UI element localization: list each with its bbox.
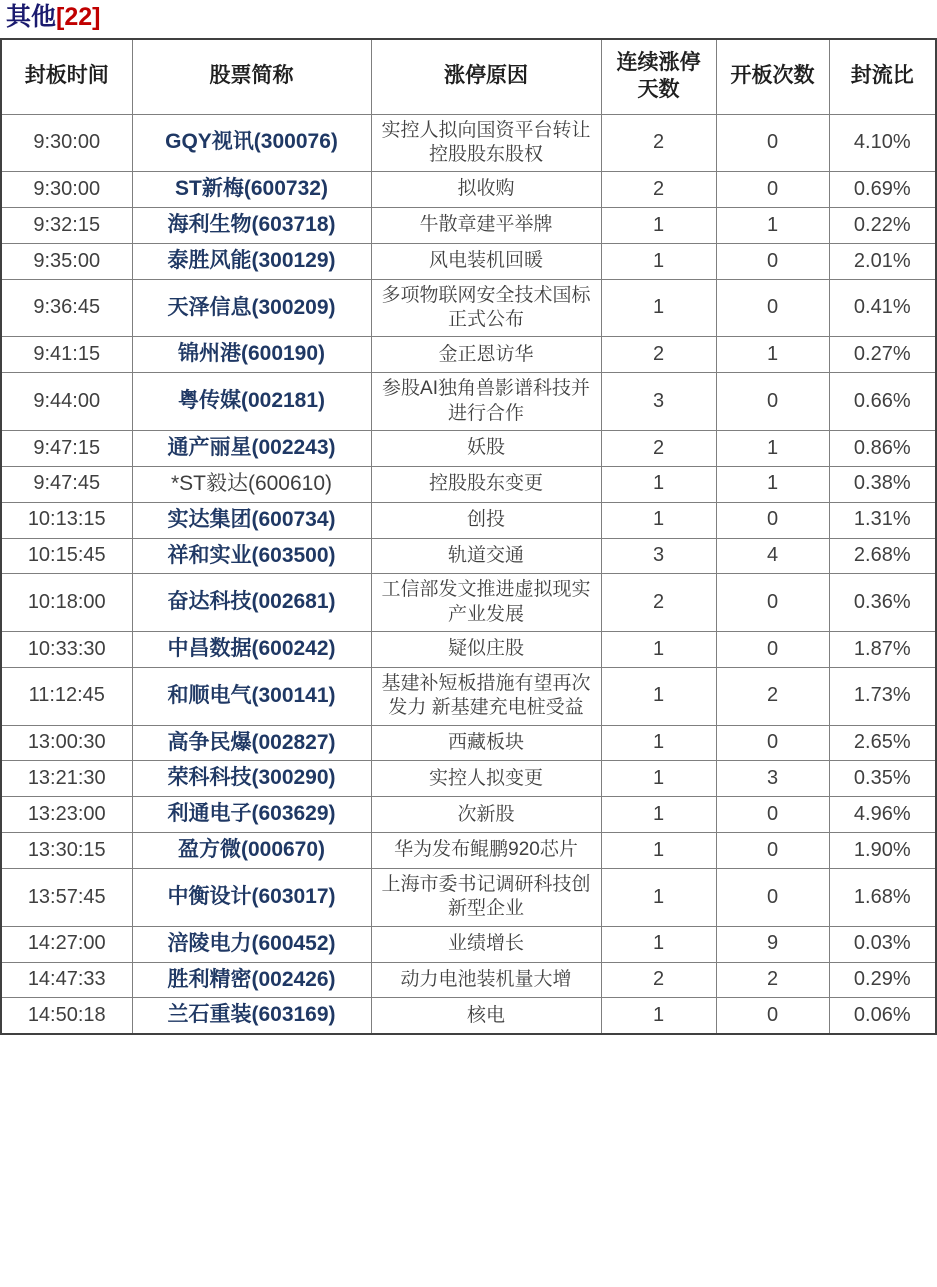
cell-consecutive-days: 1	[601, 502, 716, 538]
cell-open-count: 9	[716, 926, 829, 962]
header-limitup-reason: 涨停原因	[371, 39, 601, 115]
cell-open-count: 2	[716, 667, 829, 725]
table-row	[1, 667, 936, 725]
cell-seal-time: 9:30:00	[1, 114, 132, 172]
cell-seal-ratio: 0.06%	[829, 998, 936, 1034]
cell-seal-time: 9:30:00	[1, 172, 132, 208]
cell-seal-ratio: 2.68%	[829, 538, 936, 574]
cell-open-count: 0	[716, 869, 829, 927]
cell-open-count: 0	[716, 833, 829, 869]
cell-consecutive-days: 3	[601, 373, 716, 431]
cell-stock-name: 兰石重装(603169)	[132, 998, 371, 1034]
cell-seal-time: 9:35:00	[1, 243, 132, 279]
cell-consecutive-days: 1	[601, 243, 716, 279]
cell-stock-name: 奋达科技(002681)	[132, 574, 371, 632]
cell-stock-name: 祥和实业(603500)	[132, 538, 371, 574]
cell-consecutive-days: 1	[601, 926, 716, 962]
cell-consecutive-days: 1	[601, 761, 716, 797]
table-row	[1, 337, 936, 373]
cell-seal-ratio: 4.96%	[829, 797, 936, 833]
cell-seal-ratio: 0.86%	[829, 430, 936, 466]
cell-open-count: 3	[716, 761, 829, 797]
section-count: [22]	[56, 3, 101, 31]
cell-seal-ratio: 1.90%	[829, 833, 936, 869]
cell-seal-ratio: 0.66%	[829, 373, 936, 431]
cell-limitup-reason: 疑似庄股	[371, 632, 601, 668]
cell-limitup-reason: 轨道交通	[371, 538, 601, 574]
cell-seal-time: 13:21:30	[1, 761, 132, 797]
cell-limitup-reason: 创投	[371, 502, 601, 538]
header-seal-time: 封板时间	[1, 39, 132, 115]
table-row	[1, 632, 936, 668]
cell-stock-name: GQY视讯(300076)	[132, 114, 371, 172]
cell-limitup-reason: 妖股	[371, 430, 601, 466]
cell-limitup-reason: 上海市委书记调研科技创新型企业	[371, 869, 601, 927]
cell-stock-name: 胜利精密(002426)	[132, 962, 371, 998]
cell-seal-ratio: 1.87%	[829, 632, 936, 668]
cell-open-count: 0	[716, 797, 829, 833]
cell-stock-name: 盈方微(000670)	[132, 833, 371, 869]
cell-seal-ratio: 1.31%	[829, 502, 936, 538]
cell-limitup-reason: 工信部发文推进虚拟现实产业发展	[371, 574, 601, 632]
cell-seal-time: 14:27:00	[1, 926, 132, 962]
cell-limitup-reason: 实控人拟变更	[371, 761, 601, 797]
cell-seal-time: 13:57:45	[1, 869, 132, 927]
cell-consecutive-days: 3	[601, 538, 716, 574]
cell-limitup-reason: 华为发布鲲鹏920芯片	[371, 833, 601, 869]
cell-seal-ratio: 0.29%	[829, 962, 936, 998]
cell-seal-ratio: 4.10%	[829, 114, 936, 172]
cell-seal-time: 13:30:15	[1, 833, 132, 869]
cell-limitup-reason: 核电	[371, 998, 601, 1034]
cell-open-count: 1	[716, 466, 829, 502]
cell-consecutive-days: 1	[601, 869, 716, 927]
cell-seal-time: 10:15:45	[1, 538, 132, 574]
cell-consecutive-days: 2	[601, 172, 716, 208]
cell-open-count: 1	[716, 430, 829, 466]
cell-seal-time: 13:23:00	[1, 797, 132, 833]
cell-consecutive-days: 2	[601, 430, 716, 466]
header-consecutive-days: 连续涨停天数	[601, 39, 716, 115]
cell-seal-time: 10:13:15	[1, 502, 132, 538]
cell-open-count: 0	[716, 574, 829, 632]
table-row	[1, 869, 936, 927]
cell-stock-name: 实达集团(600734)	[132, 502, 371, 538]
cell-seal-ratio: 1.73%	[829, 667, 936, 725]
cell-seal-ratio: 1.68%	[829, 869, 936, 927]
cell-consecutive-days: 2	[601, 574, 716, 632]
table-row	[1, 926, 936, 962]
cell-stock-name: 粤传媒(002181)	[132, 373, 371, 431]
limit-up-table	[0, 38, 937, 1036]
cell-open-count: 4	[716, 538, 829, 574]
cell-seal-ratio: 2.01%	[829, 243, 936, 279]
cell-open-count: 2	[716, 962, 829, 998]
cell-open-count: 0	[716, 998, 829, 1034]
cell-stock-name: 中衡设计(603017)	[132, 869, 371, 927]
cell-open-count: 0	[716, 632, 829, 668]
cell-limitup-reason: 动力电池装机量大增	[371, 962, 601, 998]
cell-stock-name: 天泽信息(300209)	[132, 279, 371, 337]
cell-open-count: 0	[716, 279, 829, 337]
cell-seal-time: 10:18:00	[1, 574, 132, 632]
table-row	[1, 725, 936, 761]
header-stock-name: 股票简称	[132, 39, 371, 115]
cell-seal-time: 13:00:30	[1, 725, 132, 761]
cell-stock-name: 通产丽星(002243)	[132, 430, 371, 466]
cell-limitup-reason: 牛散章建平举牌	[371, 208, 601, 244]
table-body	[1, 114, 936, 1034]
cell-stock-name: 利通电子(603629)	[132, 797, 371, 833]
table-row	[1, 279, 936, 337]
cell-limitup-reason: 多项物联网安全技术国标正式公布	[371, 279, 601, 337]
cell-consecutive-days: 1	[601, 466, 716, 502]
cell-stock-name: *ST毅达(600610)	[132, 466, 371, 502]
cell-stock-name: 和顺电气(300141)	[132, 667, 371, 725]
cell-seal-ratio: 0.36%	[829, 574, 936, 632]
cell-seal-time: 14:47:33	[1, 962, 132, 998]
cell-limitup-reason: 拟收购	[371, 172, 601, 208]
cell-consecutive-days: 1	[601, 632, 716, 668]
cell-open-count: 0	[716, 114, 829, 172]
header-open-count: 开板次数	[716, 39, 829, 115]
cell-limitup-reason: 控股股东变更	[371, 466, 601, 502]
cell-open-count: 0	[716, 725, 829, 761]
cell-consecutive-days: 1	[601, 797, 716, 833]
cell-seal-ratio: 0.03%	[829, 926, 936, 962]
table-row	[1, 430, 936, 466]
cell-limitup-reason: 业绩增长	[371, 926, 601, 962]
cell-seal-time: 9:41:15	[1, 337, 132, 373]
cell-open-count: 1	[716, 208, 829, 244]
cell-seal-time: 10:33:30	[1, 632, 132, 668]
cell-consecutive-days: 1	[601, 667, 716, 725]
cell-limitup-reason: 次新股	[371, 797, 601, 833]
cell-consecutive-days: 1	[601, 725, 716, 761]
cell-stock-name: 海利生物(603718)	[132, 208, 371, 244]
cell-seal-time: 9:32:15	[1, 208, 132, 244]
table-row	[1, 761, 936, 797]
cell-seal-ratio: 0.41%	[829, 279, 936, 337]
cell-limitup-reason: 基建补短板措施有望再次发力 新基建充电桩受益	[371, 667, 601, 725]
cell-stock-name: 锦州港(600190)	[132, 337, 371, 373]
table-row	[1, 833, 936, 869]
cell-consecutive-days: 1	[601, 833, 716, 869]
cell-open-count: 0	[716, 172, 829, 208]
cell-stock-name: 荣科科技(300290)	[132, 761, 371, 797]
cell-limitup-reason: 参股AI独角兽影谱科技并进行合作	[371, 373, 601, 431]
cell-stock-name: 高争民爆(002827)	[132, 725, 371, 761]
cell-consecutive-days: 2	[601, 114, 716, 172]
table-row	[1, 172, 936, 208]
table-row	[1, 243, 936, 279]
cell-seal-time: 14:50:18	[1, 998, 132, 1034]
cell-seal-time: 9:44:00	[1, 373, 132, 431]
table-row	[1, 538, 936, 574]
cell-limitup-reason: 金正恩访华	[371, 337, 601, 373]
cell-stock-name: 涪陵电力(600452)	[132, 926, 371, 962]
table-row	[1, 114, 936, 172]
cell-seal-ratio: 2.65%	[829, 725, 936, 761]
table-row	[1, 466, 936, 502]
section-title	[0, 0, 937, 38]
header-seal-ratio: 封流比	[829, 39, 936, 115]
cell-consecutive-days: 1	[601, 279, 716, 337]
cell-consecutive-days: 2	[601, 337, 716, 373]
table-row	[1, 208, 936, 244]
table-row	[1, 502, 936, 538]
cell-open-count: 0	[716, 502, 829, 538]
cell-limitup-reason: 实控人拟向国资平台转让控股股东股权	[371, 114, 601, 172]
cell-consecutive-days: 1	[601, 208, 716, 244]
cell-seal-time: 9:47:15	[1, 430, 132, 466]
cell-seal-time: 9:36:45	[1, 279, 132, 337]
cell-limitup-reason: 西藏板块	[371, 725, 601, 761]
cell-seal-ratio: 0.27%	[829, 337, 936, 373]
cell-consecutive-days: 1	[601, 998, 716, 1034]
table-row	[1, 797, 936, 833]
cell-open-count: 0	[716, 373, 829, 431]
cell-stock-name: ST新梅(600732)	[132, 172, 371, 208]
cell-open-count: 1	[716, 337, 829, 373]
cell-limitup-reason: 风电装机回暖	[371, 243, 601, 279]
table-row	[1, 574, 936, 632]
cell-open-count: 0	[716, 243, 829, 279]
cell-stock-name: 中昌数据(600242)	[132, 632, 371, 668]
cell-stock-name: 泰胜风能(300129)	[132, 243, 371, 279]
cell-seal-ratio: 0.69%	[829, 172, 936, 208]
table-row	[1, 998, 936, 1034]
cell-seal-ratio: 0.38%	[829, 466, 936, 502]
cell-seal-time: 9:47:45	[1, 466, 132, 502]
table-header-row	[1, 39, 936, 115]
cell-seal-ratio: 0.35%	[829, 761, 936, 797]
table-row	[1, 962, 936, 998]
cell-seal-time: 11:12:45	[1, 667, 132, 725]
table-row	[1, 373, 936, 431]
section-title-label: 其他	[6, 3, 57, 31]
cell-consecutive-days: 2	[601, 962, 716, 998]
cell-seal-ratio: 0.22%	[829, 208, 936, 244]
